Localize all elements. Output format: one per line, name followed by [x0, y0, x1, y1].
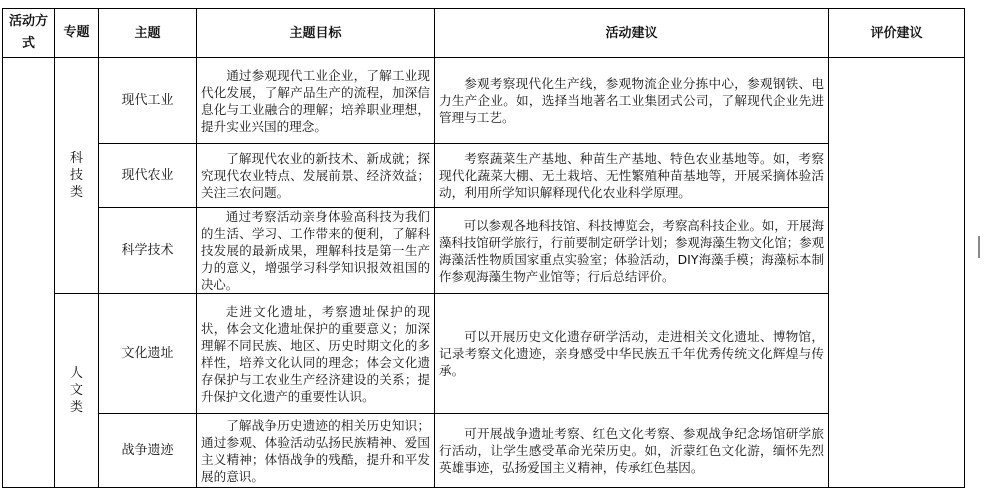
- category-char: 类: [69, 185, 83, 200]
- evaluation-cell: [829, 58, 965, 488]
- activity-mode-cell: [3, 58, 55, 488]
- header-evaluation-suggestion: 评价建议: [829, 9, 965, 58]
- goal-cell: 通过参观现代工业企业，了解工业现代化发展，了解产品生产的流程，加深信息化与工业融合的理解；培养职业理想，提升实业兴国的理念。: [197, 58, 435, 144]
- table-row: [3, 58, 965, 144]
- header-theme: 主题: [99, 9, 197, 58]
- table-row: [3, 294, 965, 414]
- header-activity-suggestion: 活动建议: [435, 9, 829, 58]
- category-cell-tech: [55, 58, 99, 294]
- category-cell-humanities: [55, 294, 99, 488]
- suggestion-cell: 参观考察现代化生产线，参观物流企业分拣中心，参观钢铁、电力生产企业。如，选择当地著名工业集团式公司，了解现代企业先进管理与工艺。: [435, 58, 829, 144]
- category-char: 技: [69, 168, 83, 183]
- category-char: 文: [69, 383, 83, 398]
- table-row: [3, 144, 965, 208]
- goal-cell: 了解战争历史遗迹的相关历史知识；通过参观、体验活动弘扬民族精神、爱国主义精神；体悟战争的残酷，提升和平发展的意识。: [197, 414, 435, 488]
- activity-plan-table: [2, 8, 965, 488]
- table-row: [3, 414, 965, 488]
- header-theme-goal: 主题目标: [197, 9, 435, 58]
- suggestion-cell: 可以开展历史文化遗存研学活动，走进相关文化遗址、博物馆，记录考察文化遗迹，亲身感受中华民族五千年优秀传统文化辉煌与传承。: [435, 294, 829, 414]
- category-char: 类: [69, 400, 83, 415]
- suggestion-cell: 考察蔬菜生产基地、种苗生产基地、特色农业基地等。如，考察现代化蔬菜大棚、无土栽培、无性繁殖种苗基地等，开展采摘体验活动，利用所学知识解释现代化农业科学原理。: [435, 144, 829, 208]
- theme-cell: 现代农业: [99, 144, 197, 208]
- theme-cell: 文化遗址: [99, 294, 197, 414]
- table-row: [3, 208, 965, 294]
- theme-cell: 现代工业: [99, 58, 197, 144]
- theme-cell: 科学技术: [99, 208, 197, 294]
- goal-cell: 了解现代农业的新技术、新成就；探究现代农业特点、发展前景、经济效益；关注三农问题。: [197, 144, 435, 208]
- header-activity-mode: 活动方式: [3, 9, 55, 58]
- header-row: [3, 9, 965, 58]
- scroll-marker: [978, 236, 984, 258]
- suggestion-cell: 可以参观各地科技馆、科技博览会，考察高科技企业。如，开展海藻科技馆研学旅行，行前要制定研学计划；参观海藻生物文化馆；参观海藻活性物质国家重点实验室；体验活动，DIY海藻手模；海藻标本制作参观海藻生物产业馆等；行后总结评价。: [435, 208, 829, 294]
- goal-cell: 通过考察活动亲身体验高科技为我们的生活、学习、工作带来的便利，了解科技发展的最新成果，理解科技是第一生产力的意义，增强学习科学知识报效祖国的决心。: [197, 208, 435, 294]
- category-char: 科: [69, 151, 83, 166]
- goal-cell: 走进文化遗址，考察遗址保护的现状，体会文化遗址保护的重要意义；加深理解不同民族、地区、历史时期文化的多样性，培养文化认同的理念；体会文化遗存保护与工农业生产经济建设的关系；提升保护文化遗产的重要性认识。: [197, 294, 435, 414]
- suggestion-cell: 可开展战争遗址考察、红色文化考察、参观战争纪念场馆研学旅行活动，让学生感受革命光荣历史。如，沂蒙红色文化游，缅怀先烈英雄事迹，弘扬爱国主义精神，传承红色基因。: [435, 414, 829, 488]
- category-char: 人: [69, 366, 83, 381]
- header-special-topic: 专题: [55, 9, 99, 58]
- theme-cell: 战争遗迹: [99, 414, 197, 488]
